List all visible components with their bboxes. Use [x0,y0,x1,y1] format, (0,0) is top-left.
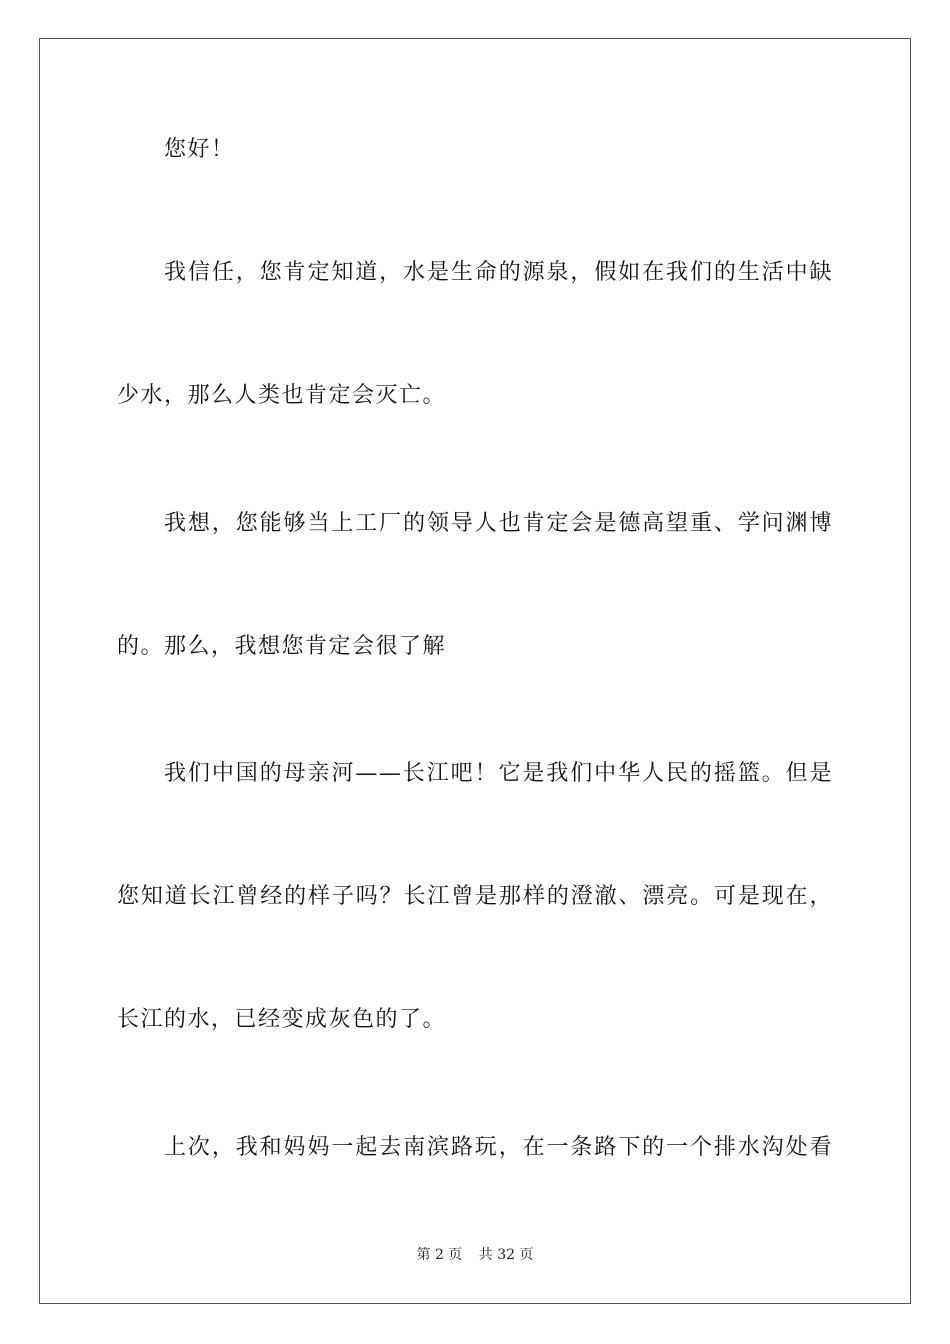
greeting-line: 您好！ [164,137,235,162]
page-frame [39,38,911,1304]
paragraph-3-line-2: 您知道长江曾经的样子吗？长江曾是那样的澄澈、漂亮。可是现在， [117,884,833,909]
paragraph-3-line-1: 我们中国的母亲河——长江吧！它是我们中华人民的摇篮。但是 [164,761,833,786]
paragraph-3-line-3: 长江的水，已经变成灰色的了。 [117,1007,447,1032]
page-footer [0,1245,950,1265]
paragraph-4-line-1: 上次，我和妈妈一起去南滨路玩，在一条路下的一个排水沟处看 [164,1135,833,1160]
paragraph-1-line-2: 少水，那么人类也肯定会灭亡。 [117,383,447,408]
page-number: 第 2 页 [416,1247,463,1263]
paragraph-1-line-1: 我信任，您肯定知道，水是生命的源泉，假如在我们的生活中缺 [164,260,833,285]
paragraph-2-line-1: 我想，您能够当上工厂的领导人也肯定会是德高望重、学问渊博 [164,511,833,536]
total-pages: 共 32 页 [478,1247,534,1263]
paragraph-2-line-2: 的。那么，我想您肯定会很了解 [117,634,447,659]
